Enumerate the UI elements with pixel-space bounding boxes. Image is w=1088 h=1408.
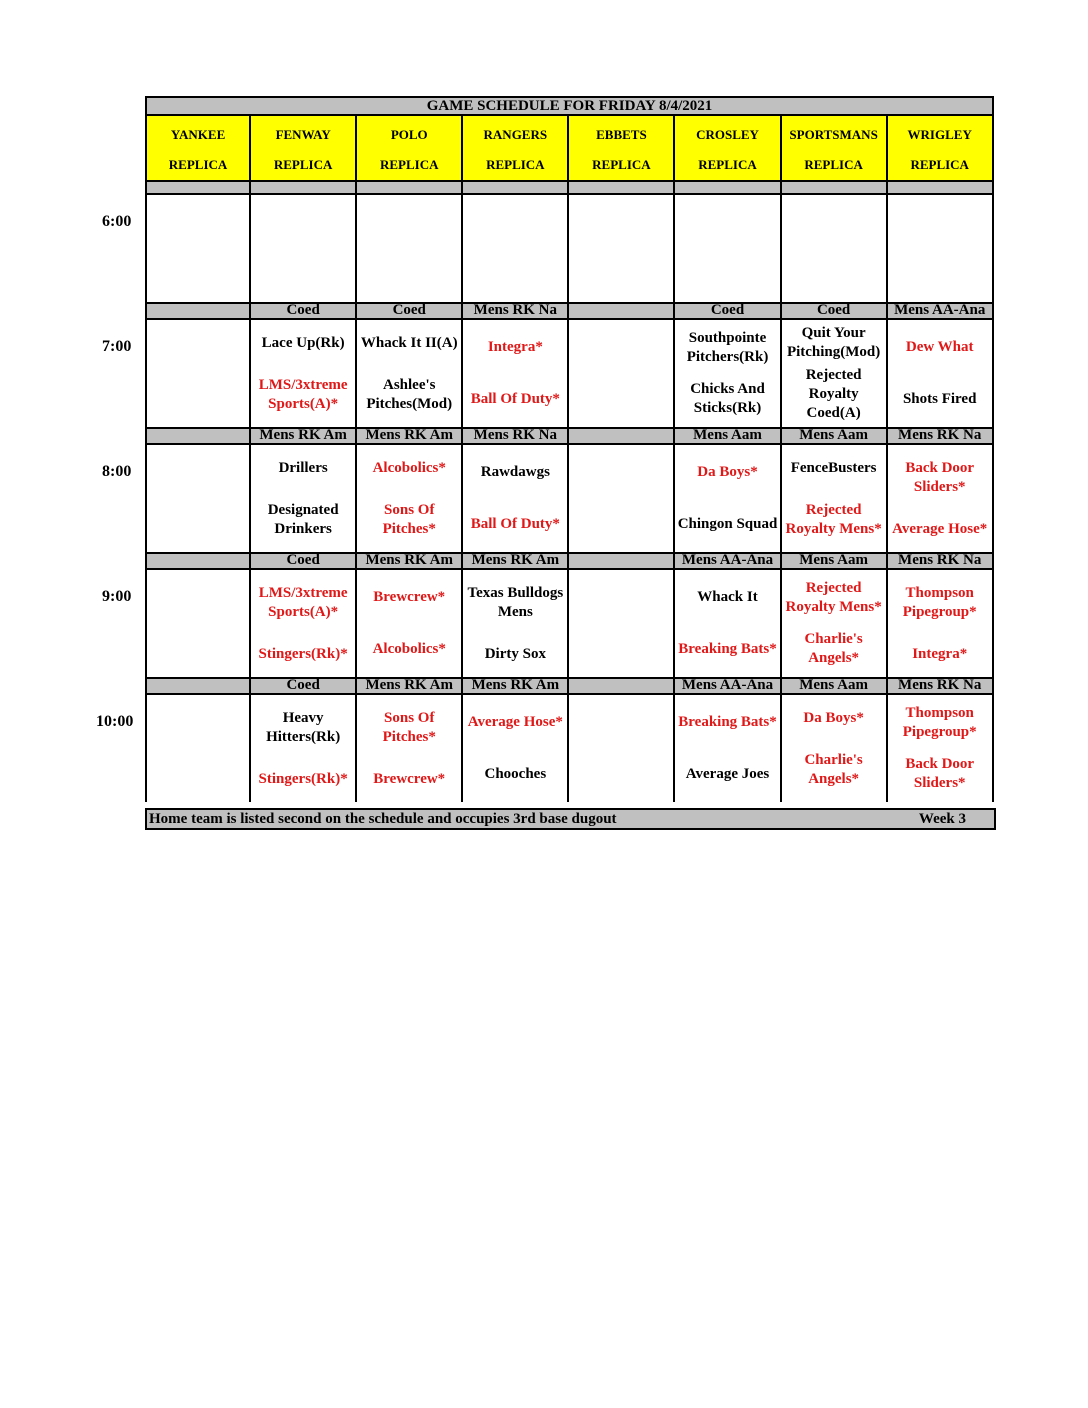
division-label — [145, 304, 251, 318]
division-label — [145, 554, 251, 568]
footer-note: Home team is listed second on the schedule and occupies 3rd base dugout — [149, 810, 617, 827]
home-team: Stingers(Rk)* — [258, 770, 348, 787]
game-cell — [569, 445, 675, 552]
game-cell — [888, 695, 994, 802]
home-team: Average Joes — [685, 765, 770, 782]
division-label — [569, 304, 675, 318]
game-cell — [782, 570, 888, 677]
game-cell — [357, 695, 463, 802]
division-label: Mens RK Na — [463, 429, 569, 443]
game-cell — [675, 570, 781, 677]
division-label: Coed — [675, 304, 781, 318]
division-row — [145, 427, 994, 443]
field-header-wrigley — [888, 116, 994, 193]
home-team: Stingers(Rk)* — [258, 645, 348, 662]
schedule-grid — [145, 193, 994, 802]
away-team: Drillers — [278, 459, 328, 476]
away-team: Heavy Hitters(Rk) — [266, 709, 341, 745]
field-header-ebbets — [569, 116, 675, 193]
game-cell — [569, 695, 675, 802]
game-cell — [675, 695, 781, 802]
game-cell — [463, 570, 569, 677]
away-team: Da Boys* — [803, 709, 864, 726]
division-label: Mens Aam — [675, 429, 781, 443]
game-cell — [357, 445, 463, 552]
field-spacer — [147, 180, 249, 193]
division-row — [145, 552, 994, 568]
home-team: Designated Drinkers — [267, 501, 339, 537]
home-team: Average Hose* — [892, 520, 988, 537]
game-cell — [782, 445, 888, 552]
field-subtitle: REPLICA — [698, 157, 757, 172]
time-block — [145, 443, 994, 552]
division-label — [145, 429, 251, 443]
away-team: Rejected Royalty Mens* — [785, 579, 882, 615]
away-team: Average Hose* — [467, 714, 563, 731]
field-name: POLO — [390, 127, 428, 142]
away-team: Brewcrew* — [373, 589, 446, 606]
home-team: Rejected Royalty Mens* — [785, 501, 882, 537]
division-row — [145, 302, 994, 318]
game-cell — [888, 445, 994, 552]
away-team: Alcobolics* — [372, 459, 446, 476]
away-team: Thompson Pipegroup* — [902, 704, 977, 740]
time-label: 10:00 — [96, 713, 134, 730]
field-header-crosley — [675, 116, 781, 193]
field-name: YANKEE — [170, 127, 226, 142]
field-subtitle: REPLICA — [486, 157, 545, 172]
division-label: Mens RK Am — [463, 554, 569, 568]
time-label: 6:00 — [102, 213, 132, 230]
field-name: CROSLEY — [696, 127, 759, 142]
away-team: Integra* — [487, 339, 543, 356]
time-block — [145, 693, 994, 802]
division-label: Mens RK Am — [357, 554, 463, 568]
game-cell — [145, 570, 251, 677]
division-label: Coed — [251, 679, 357, 693]
home-team: Rejected Royalty Coed(A) — [805, 367, 862, 421]
division-label: Mens RK Am — [251, 429, 357, 443]
away-team: Dew What — [905, 339, 974, 356]
game-cell — [357, 320, 463, 427]
away-team: Quit Your Pitching(Mod) — [786, 325, 881, 360]
field-spacer — [357, 180, 461, 193]
time-block — [145, 568, 994, 677]
game-cell — [145, 695, 251, 802]
game-cell — [145, 320, 251, 427]
division-label: Mens Aam — [782, 429, 888, 443]
home-team: Chooches — [484, 765, 547, 782]
division-label: Coed — [251, 304, 357, 318]
game-cell — [675, 195, 781, 302]
schedule-footer — [145, 808, 996, 830]
field-spacer — [251, 180, 355, 193]
time-label: 8:00 — [102, 463, 132, 480]
schedule-sheet — [145, 96, 996, 832]
game-cell — [782, 695, 888, 802]
home-team: Ball Of Duty* — [470, 390, 560, 407]
home-team: Charlie's Angels* — [804, 751, 863, 787]
division-label — [569, 554, 675, 568]
division-label — [145, 679, 251, 693]
division-label: Coed — [251, 554, 357, 568]
home-team: Dirty Sox — [484, 645, 546, 662]
division-label: Coed — [357, 304, 463, 318]
division-label: Mens AA-Ana — [675, 554, 781, 568]
home-team: Integra* — [912, 645, 968, 662]
game-cell — [569, 320, 675, 427]
home-team: Back Door Sliders* — [905, 756, 975, 792]
field-subtitle: REPLICA — [910, 157, 969, 172]
field-spacer — [569, 180, 673, 193]
division-label: Mens RK Na — [888, 679, 994, 693]
field-spacer — [675, 180, 779, 193]
division-label: Mens RK Na — [463, 304, 569, 318]
field-name: SPORTSMANS — [789, 127, 878, 142]
division-label: Mens RK Na — [888, 429, 994, 443]
game-cell — [463, 695, 569, 802]
home-team: Sons Of Pitches* — [382, 501, 436, 537]
game-cell — [888, 320, 994, 427]
game-cell — [675, 445, 781, 552]
away-team: Whack It II(A) — [360, 334, 458, 351]
footer-week: Week 3 — [918, 810, 966, 827]
game-cell — [251, 445, 357, 552]
home-team: Alcobolics* — [372, 640, 446, 657]
division-label: Mens RK Am — [357, 429, 463, 443]
game-cell — [145, 195, 251, 302]
field-spacer — [463, 180, 567, 193]
schedule-title: GAME SCHEDULE FOR FRIDAY 8/4/2021 — [145, 96, 994, 116]
division-label: Mens RK Am — [357, 679, 463, 693]
game-cell — [782, 195, 888, 302]
field-header-yankee — [145, 116, 251, 193]
game-cell — [888, 570, 994, 677]
home-team: Breaking Bats* — [678, 640, 777, 657]
field-spacer — [782, 180, 886, 193]
away-team: Da Boys* — [697, 464, 758, 481]
home-team: Ashlee's Pitches(Mod) — [366, 376, 453, 412]
field-subtitle: REPLICA — [168, 157, 228, 172]
home-team: Brewcrew* — [373, 770, 446, 787]
field-header-polo — [357, 116, 463, 193]
home-team: Ball Of Duty* — [470, 515, 560, 532]
division-row — [145, 677, 994, 693]
division-label: Mens RK Na — [888, 554, 994, 568]
home-team: Charlie's Angels* — [804, 631, 863, 667]
time-label: 9:00 — [102, 588, 132, 605]
field-subtitle: REPLICA — [804, 157, 863, 172]
field-name: RANGERS — [483, 127, 548, 142]
game-cell — [251, 195, 357, 302]
field-name: WRIGLEY — [907, 127, 972, 142]
away-team: Southpointe Pitchers(Rk) — [686, 329, 769, 365]
time-block — [145, 318, 994, 427]
game-cell — [569, 195, 675, 302]
home-team: Chicks And Sticks(Rk) — [690, 381, 765, 417]
home-team: Shots Fired — [902, 390, 977, 407]
field-subtitle: REPLICA — [592, 157, 651, 172]
field-name: FENWAY — [275, 127, 331, 142]
away-team: Thompson Pipegroup* — [902, 584, 977, 620]
game-cell — [675, 320, 781, 427]
away-team: Sons Of Pitches* — [382, 709, 436, 745]
field-subtitle: REPLICA — [273, 157, 333, 172]
game-cell — [251, 320, 357, 427]
division-label: Coed — [782, 304, 888, 318]
game-cell — [569, 570, 675, 677]
away-team: Lace Up(Rk) — [261, 334, 345, 351]
game-cell — [251, 695, 357, 802]
division-label: Mens RK Am — [463, 679, 569, 693]
game-cell — [463, 445, 569, 552]
field-spacer — [888, 180, 992, 193]
division-label: Mens Aam — [782, 679, 888, 693]
time-block — [145, 193, 994, 302]
away-team: Back Door Sliders* — [905, 459, 975, 495]
away-team: Texas Bulldogs Mens — [467, 584, 564, 620]
division-label: Mens Aam — [782, 554, 888, 568]
game-cell — [251, 570, 357, 677]
time-label: 7:00 — [102, 338, 132, 355]
field-header-row — [145, 116, 994, 193]
field-name: EBBETS — [596, 127, 647, 142]
away-team: Rawdawgs — [480, 464, 550, 481]
game-cell — [463, 320, 569, 427]
away-team: FenceBusters — [790, 459, 877, 476]
game-cell — [357, 195, 463, 302]
home-team: LMS/3xtreme Sports(A)* — [258, 376, 348, 412]
division-label — [569, 679, 675, 693]
game-cell — [145, 445, 251, 552]
home-team: Chingon Squad — [677, 515, 778, 532]
game-cell — [782, 320, 888, 427]
division-label: Mens AA-Ana — [675, 679, 781, 693]
field-header-rangers — [463, 116, 569, 193]
field-header-sportsmans — [782, 116, 888, 193]
game-cell — [888, 195, 994, 302]
game-cell — [357, 570, 463, 677]
field-header-fenway — [251, 116, 357, 193]
away-team: Whack It — [697, 589, 758, 606]
field-subtitle: REPLICA — [379, 157, 439, 172]
game-cell — [463, 195, 569, 302]
division-label: Mens AA-Ana — [888, 304, 994, 318]
division-label — [569, 429, 675, 443]
away-team: LMS/3xtreme Sports(A)* — [258, 584, 348, 620]
away-team: Breaking Bats* — [678, 714, 777, 731]
